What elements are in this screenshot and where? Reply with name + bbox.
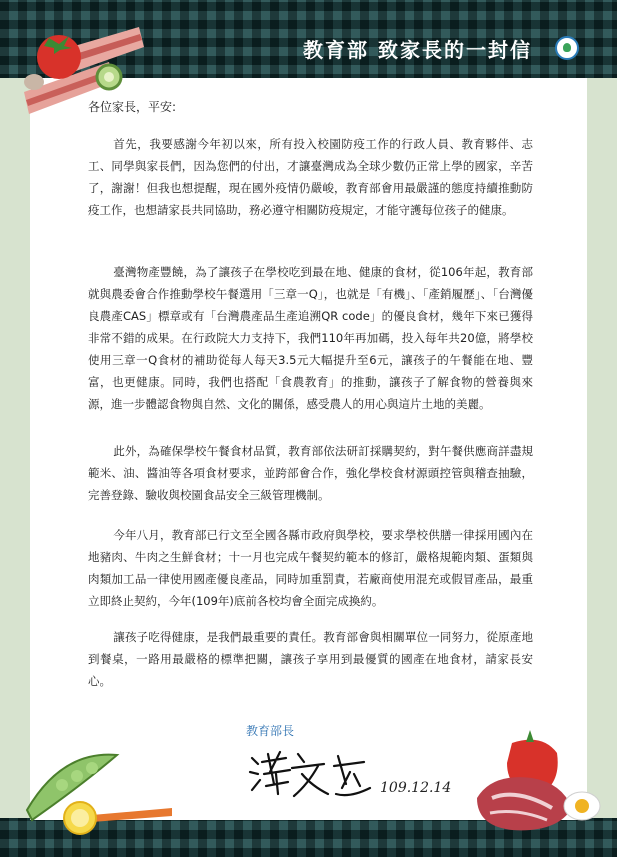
letter-paragraph: 首先，我要感謝今年初以來，所有投入校園防疫工作的行政人員、教育夥伴、志工、同學與家長們，因為您們的付出，才讓臺灣成為全球少數仍正常上學的國家，辛苦了，謝謝！但我也想提醒，現在國外疫情仍嚴峻，教育部會用最嚴謹的態度持續推動防疫工作，也想請家長共同協助，務必遵守相關防疫規定，才能守護每位孩子的健康。 [88,137,533,217]
signer-title: 教育部長 [246,724,295,738]
letter-paragraph: 今年八月，教育部已行文至全國各縣市政府與學校，要求學校供膳一律採用國內在地豬肉、牛肉之生鮮食材；十一月也完成午餐契約範本的修訂，嚴格規範肉類、蛋類與肉類加工品一律使用國產優良產品，同時加重罰責，若廠商使用混充或假冒產品，最重立即終止契約，今年(109年)底前各校均會全面完成換約。 [88,528,533,608]
food-illustration-bottom-right [462,728,612,838]
ministry-seal-icon [555,36,579,60]
right-side-panel [587,78,617,818]
lemon-icon [64,802,96,834]
letter-paragraph: 讓孩子吃得健康，是我們最重要的責任。教育部會與相關單位一同努力，從原產地到餐桌，一路用最嚴格的標準把關，讓孩子享用到最優質的國產在地食材，請家長安心。 [88,630,533,688]
left-side-panel [0,78,30,818]
tomato-icon [37,35,81,79]
egg-icon [564,792,600,820]
signature-date: 109.12.14 [380,780,452,796]
letter-paragraph: 此外，為確保學校午餐食材品質，教育部依法研訂採購契約，對午餐供應商詳盡規範米、油、醬油等各項食材要求，並跨部會合作，強化學校食材源頭控管與稽查抽驗，完善登錄、驗收與校園食品安全三級管理機制。 [88,444,533,502]
food-illustration-bottom-left [22,740,182,840]
carrot-icon [92,808,172,822]
cucumber-icon [97,65,121,89]
salutation: 各位家長，平安: [88,100,177,114]
steak-icon [477,777,572,830]
handwritten-signature [246,744,376,800]
letter-paragraph: 臺灣物產豐饒，為了讓孩子在學校吃到最在地、健康的食材，從106年起，教育部就與農委會合作推動學校午餐選用「三章一Q」，也就是「有機」、「產銷履歷」、「台灣優良農產CAS」標章或有「台灣農產品生產追溯QR code」的優良食材，幾年下來已獲得非常不錯的成果。在行政院大力支持下，我們110年再加碼，投入每年共20億，將學校使用三章一Q食材的補助從每人每天3.5元大幅提升至6元，讓孩子的午餐能在地、豐富，也更健康。同時，我們也搭配「食農教育」的推動，讓孩子了解食物的營養與來源，進一步體認食物與自然、文化的關係，感受農人的用心與這片土地的美麗。 [88,265,533,411]
page-title: 教育部 致家長的一封信 [303,38,532,62]
mushroom-icon [24,74,44,90]
